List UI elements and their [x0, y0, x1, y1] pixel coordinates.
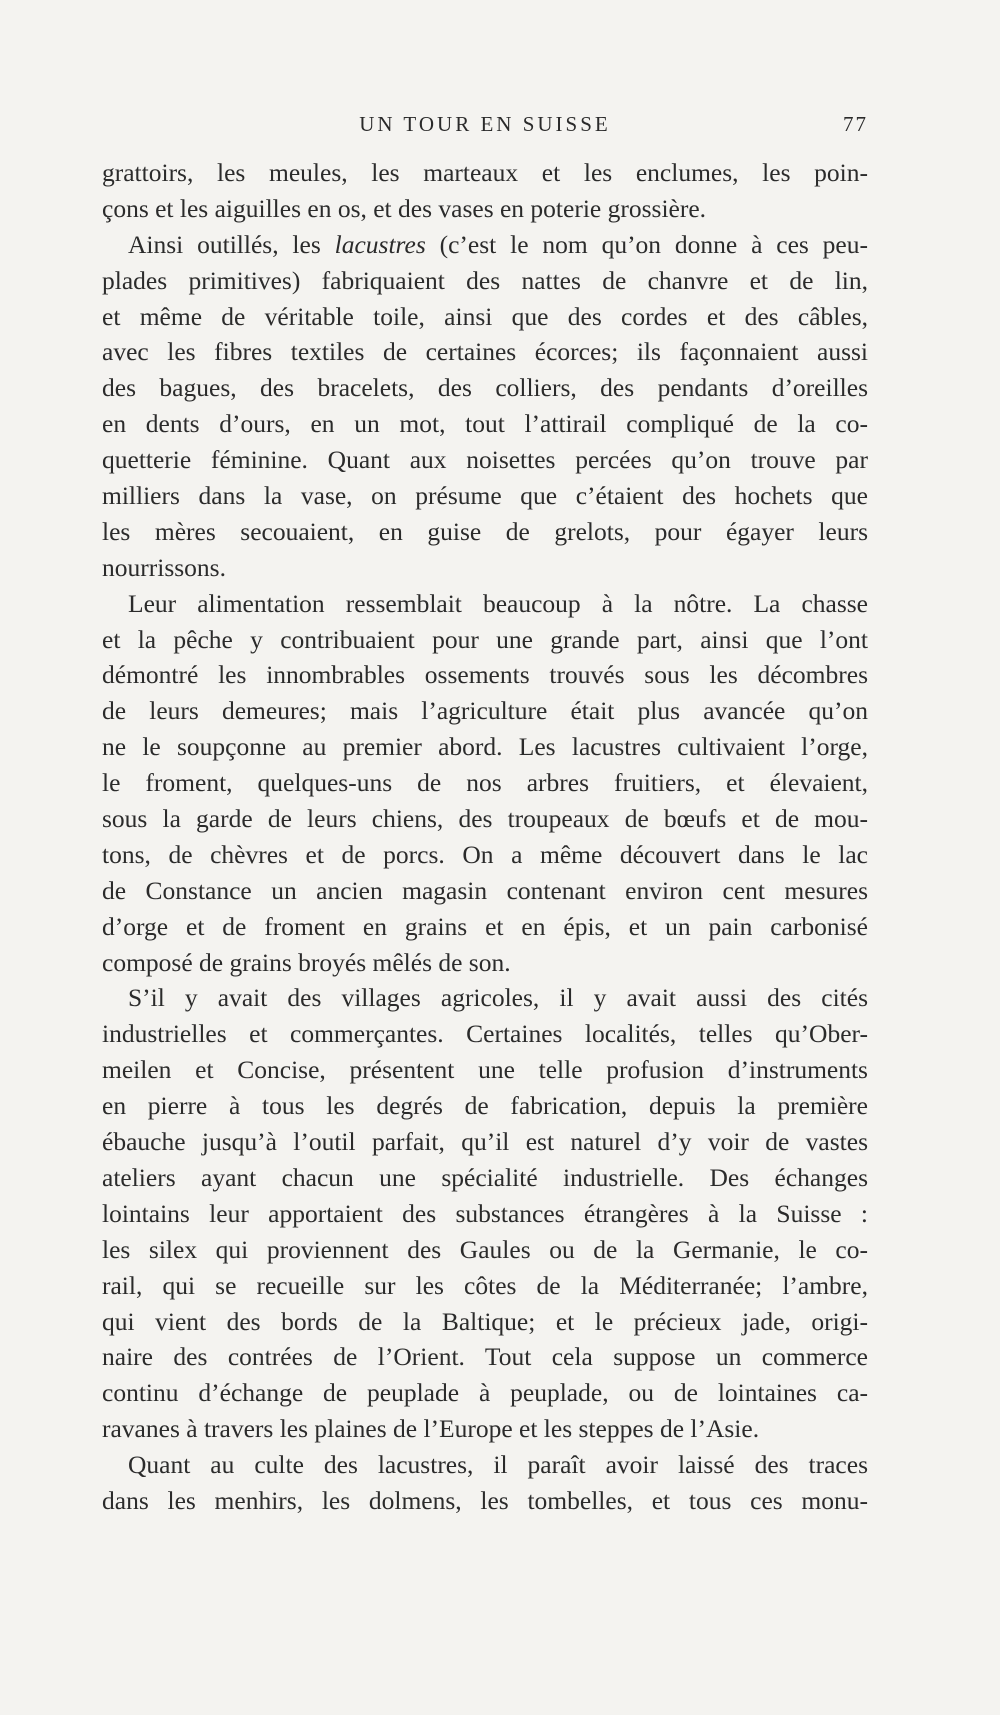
text-line: avec les fibres textiles de certaines écorces; ils façonnaient aussi [102, 337, 868, 367]
text-line: composé de grains broyés mêlés de son. [102, 947, 511, 977]
text-line: S’il y avait des villages agricoles, il y avait aussi des cités [128, 983, 868, 1013]
text-line: plades primitives) fabriquaient des nattes de chanvre et de lin, [102, 265, 868, 295]
text-line: le froment, quelques-uns de nos arbres fruitiers, et élevaient, [102, 768, 868, 798]
text-line: Leur alimentation ressemblait beaucoup à la nôtre. La chasse [128, 588, 868, 618]
text-line: de Constance un ancien magasin contenant environ cent mesures [102, 875, 868, 905]
text-line: sous la garde de leurs chiens, des troupeaux de bœufs et de mou- [102, 804, 868, 834]
text-line: démontré les innombrables ossements trouvés sous les décombres [102, 660, 868, 690]
text-line: continu d’échange de peuplade à peuplade, ou de lointaines ca- [102, 1378, 868, 1408]
text-line: les silex qui proviennent des Gaules ou de la Germanie, le co- [102, 1234, 868, 1264]
italic-term: lacustres [334, 229, 426, 259]
text-line: nourrissons. [102, 552, 226, 582]
text-line: lointains leur apportaient des substances étrangères à la Suisse : [102, 1198, 868, 1228]
text-line: ravanes à travers les plaines de l’Europe et les steppes de l’Asie. [102, 1414, 760, 1444]
text-line: ébauche jusqu’à l’outil parfait, qu’il est naturel d’y voir de vastes [102, 1127, 868, 1157]
text-line: naire des contrées de l’Orient. Tout cela suppose un commerce [102, 1342, 868, 1372]
text-line: et même de véritable toile, ainsi que des cordes et des câbles, [102, 301, 868, 331]
text-line: tons, de chèvres et de porcs. On a même découvert dans le lac [102, 839, 868, 869]
text-line: les mères secouaient, en guise de grelots, pour égayer leurs [102, 516, 868, 546]
text-line: de leurs demeures; mais l’agriculture était plus avancée qu’on [102, 696, 868, 726]
text-line: Quant au culte des lacustres, il paraît avoir laissé des traces [128, 1450, 868, 1480]
text-line: ne le soupçonne au premier abord. Les lacustres cultivaient l’orge, [102, 732, 868, 762]
text-line: quetterie féminine. Quant aux noisettes percées qu’on trouve par [102, 445, 868, 475]
text-line: qui vient des bords de la Baltique; et le précieux jade, origi- [102, 1306, 868, 1336]
text-line: en dents d’ours, en un mot, tout l’attirail compliqué de la co- [102, 409, 868, 439]
body-text [102, 155, 868, 1519]
text-line: des bagues, des bracelets, des colliers, des pendants d’oreilles [102, 373, 868, 403]
text-fragment: Ainsi outillés, les [128, 229, 321, 259]
running-title: UN TOUR EN SUISSE [359, 112, 611, 136]
text-line: çons et les aiguilles en os, et des vases en poterie grossière. [102, 193, 707, 223]
text-line: et la pêche y contribuaient pour une grande part, ainsi que l’ont [102, 624, 868, 654]
text-line: d’orge et de froment en grains et en épis, et un pain carbonisé [102, 911, 868, 941]
text-line: milliers dans la vase, on présume que c’étaient des hochets que [102, 481, 868, 511]
text-line: meilen et Concise, présentent une telle profusion d’instruments [102, 1055, 868, 1085]
text-line: industrielles et commerçantes. Certaines localités, telles qu’Ober- [102, 1019, 868, 1049]
text-line: ateliers ayant chacun une spécialité industrielle. Des échanges [102, 1162, 868, 1192]
text-line: grattoirs, les meules, les marteaux et les enclumes, les poin- [102, 158, 868, 187]
text-line: en pierre à tous les degrés de fabrication, depuis la première [102, 1091, 868, 1121]
text-line: dans les menhirs, les dolmens, les tombelles, et tous ces monu- [102, 1485, 868, 1515]
text-fragment: (c’est le nom qu’on donne à ces peu- [439, 229, 868, 259]
text-line: rail, qui se recueille sur les côtes de la Méditerranée; l’ambre, [102, 1270, 868, 1300]
running-head [102, 112, 868, 142]
page-number: 77 [843, 112, 868, 136]
text-line [102, 227, 868, 263]
